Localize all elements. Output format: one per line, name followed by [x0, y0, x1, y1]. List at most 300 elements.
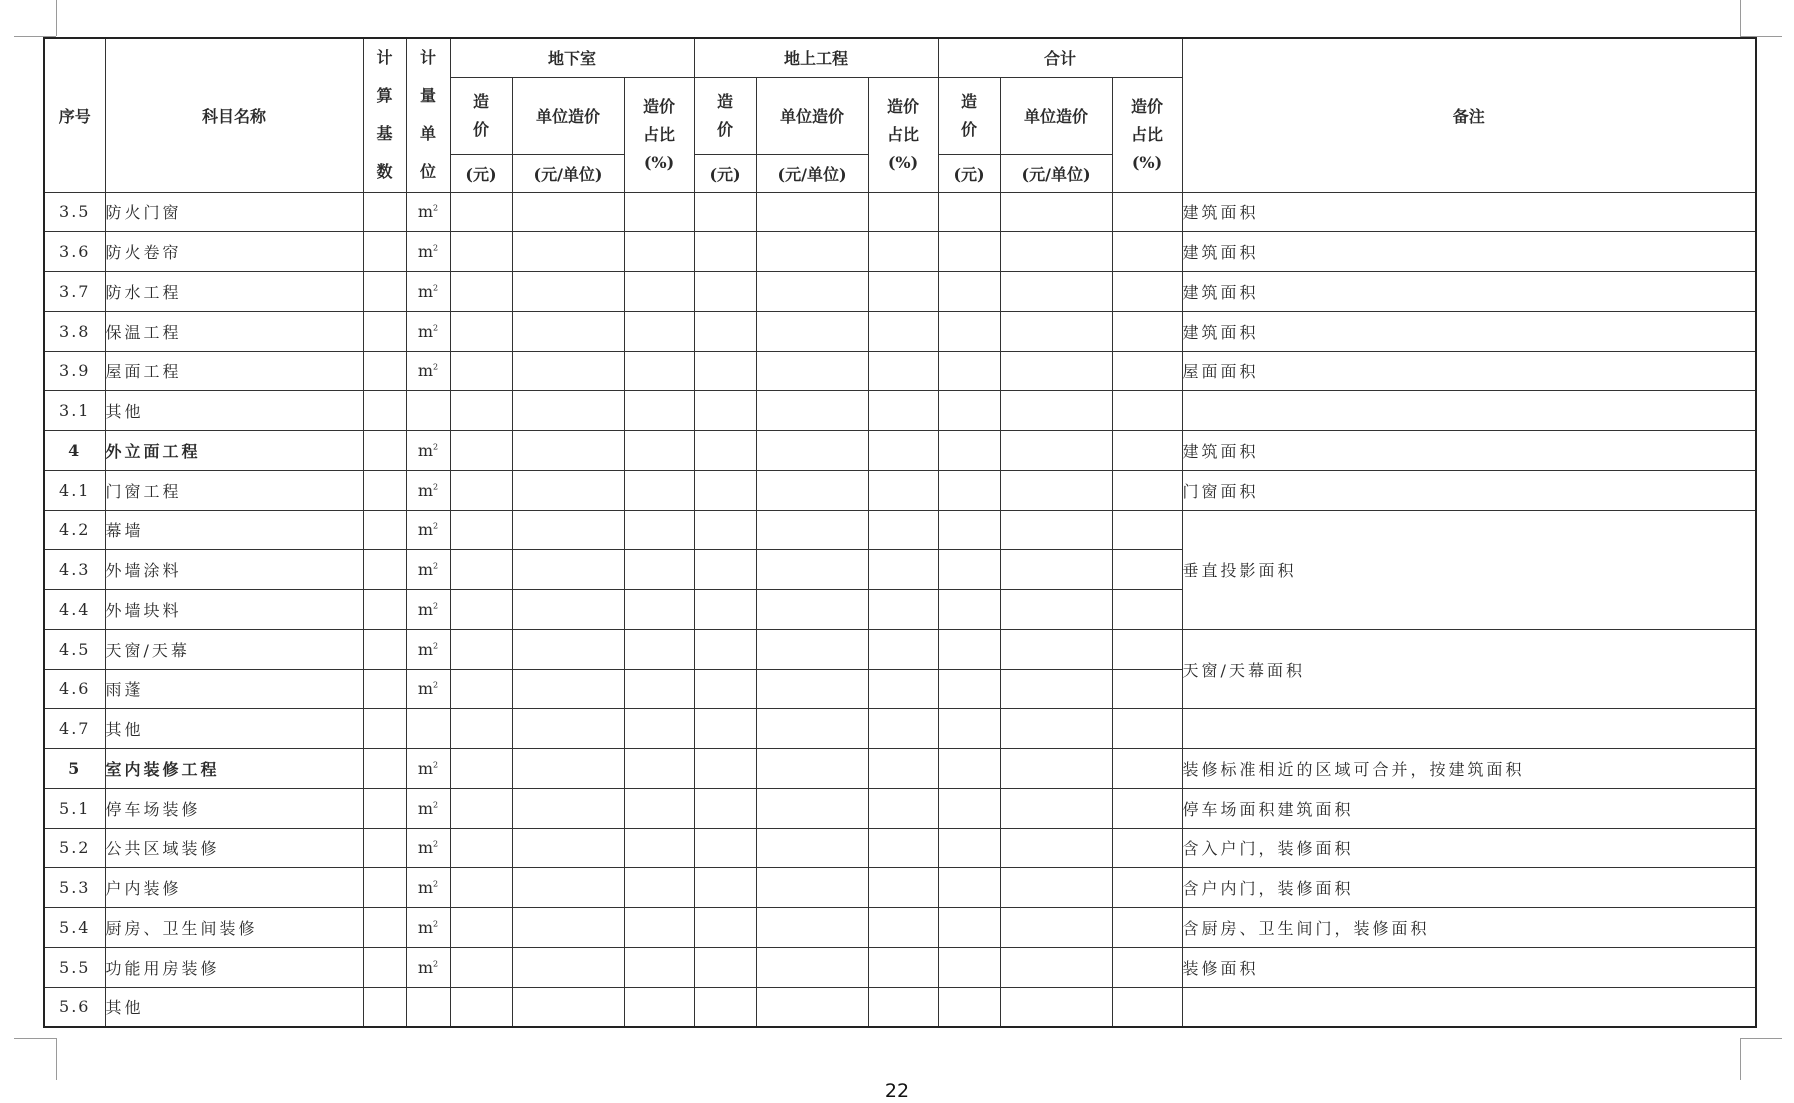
value-cell [624, 947, 694, 987]
calc-base-cell [363, 550, 406, 590]
value-cell [512, 311, 624, 351]
table-row [44, 272, 1756, 312]
value-cell [512, 908, 624, 948]
value-cell [938, 232, 1000, 272]
value-cell [1112, 232, 1182, 272]
row-item-name: 天窗/天幕 [105, 629, 363, 669]
calc-base-cell [363, 470, 406, 510]
value-cell [624, 192, 694, 232]
row-remark: 建筑面积 [1182, 232, 1756, 272]
value-cell [756, 908, 868, 948]
value-cell [450, 550, 512, 590]
row-number: 4.7 [44, 709, 105, 749]
table-row [44, 391, 1756, 431]
header-measure-unit: 计 量 单 位 [406, 38, 450, 192]
value-cell [1112, 947, 1182, 987]
row-number: 5.1 [44, 788, 105, 828]
calc-base-cell [363, 947, 406, 987]
value-cell [1000, 868, 1112, 908]
value-cell [1000, 669, 1112, 709]
table-row [44, 947, 1756, 987]
row-remark [1182, 391, 1756, 431]
calc-base-cell [363, 788, 406, 828]
value-cell [1000, 232, 1112, 272]
value-cell [624, 550, 694, 590]
value-cell [1000, 788, 1112, 828]
value-cell [938, 272, 1000, 312]
row-remark: 含户内门，装修面积 [1182, 868, 1756, 908]
table-row [44, 868, 1756, 908]
unit-cell: $m^2$ [406, 192, 450, 232]
value-cell [694, 550, 756, 590]
value-cell [938, 868, 1000, 908]
value-cell [938, 431, 1000, 471]
row-number: 3.9 [44, 351, 105, 391]
row-item-name: 外立面工程 [105, 431, 363, 471]
value-cell [1112, 311, 1182, 351]
calc-base-cell [363, 311, 406, 351]
row-remark: 屋面面积 [1182, 351, 1756, 391]
value-cell [1112, 550, 1182, 590]
value-cell [1112, 510, 1182, 550]
value-cell [1112, 828, 1182, 868]
value-cell [450, 868, 512, 908]
row-item-name: 防火卷帘 [105, 232, 363, 272]
value-cell [694, 351, 756, 391]
value-cell [868, 987, 938, 1027]
value-cell [450, 669, 512, 709]
value-cell [1112, 709, 1182, 749]
value-cell [1112, 669, 1182, 709]
unit-cell: $m^2$ [406, 947, 450, 987]
value-cell [512, 788, 624, 828]
value-cell [1112, 987, 1182, 1027]
table-row [44, 709, 1756, 749]
row-number: 4.4 [44, 590, 105, 630]
value-cell [938, 669, 1000, 709]
unit-cell: $m^2$ [406, 351, 450, 391]
unit-cell: $m^2$ [406, 828, 450, 868]
value-cell [694, 987, 756, 1027]
value-cell [512, 550, 624, 590]
value-cell [512, 590, 624, 630]
row-item-name: 外墙涂料 [105, 550, 363, 590]
value-cell [450, 908, 512, 948]
value-cell [868, 510, 938, 550]
value-cell [938, 590, 1000, 630]
value-cell [624, 590, 694, 630]
value-cell [624, 510, 694, 550]
row-remark: 含入户门，装修面积 [1182, 828, 1756, 868]
value-cell [868, 590, 938, 630]
calc-base-cell [363, 590, 406, 630]
header-cost-unit: (元) [938, 154, 1000, 192]
value-cell [868, 828, 938, 868]
value-cell [756, 788, 868, 828]
row-item-name: 厨房、卫生间装修 [105, 908, 363, 948]
value-cell [1000, 828, 1112, 868]
row-item-name: 功能用房装修 [105, 947, 363, 987]
header-above-ground: 地上工程 [694, 38, 938, 77]
value-cell [694, 709, 756, 749]
value-cell [450, 391, 512, 431]
value-cell [450, 431, 512, 471]
value-cell [1000, 311, 1112, 351]
value-cell [1000, 550, 1112, 590]
row-number: 4.3 [44, 550, 105, 590]
row-remark: 装修面积 [1182, 947, 1756, 987]
row-item-name: 外墙块料 [105, 590, 363, 630]
value-cell [756, 550, 868, 590]
value-cell [1000, 272, 1112, 312]
value-cell [1112, 192, 1182, 232]
row-number: 4.5 [44, 629, 105, 669]
header-cost-ratio: 造价 占比 (%) [1112, 77, 1182, 192]
header-basement: 地下室 [450, 38, 694, 77]
value-cell [694, 470, 756, 510]
table-row [44, 311, 1756, 351]
header-cost-unit: (元) [694, 154, 756, 192]
value-cell [868, 709, 938, 749]
crop-mark [1740, 1038, 1782, 1039]
value-cell [512, 192, 624, 232]
value-cell [694, 629, 756, 669]
value-cell [1000, 470, 1112, 510]
page-number: 22 [884, 1080, 910, 1102]
row-item-name: 其他 [105, 709, 363, 749]
value-cell [756, 868, 868, 908]
calc-base-cell [363, 192, 406, 232]
value-cell [694, 391, 756, 431]
value-cell [694, 749, 756, 789]
value-cell [450, 470, 512, 510]
row-item-name: 户内装修 [105, 868, 363, 908]
value-cell [512, 868, 624, 908]
value-cell [756, 709, 868, 749]
value-cell [756, 987, 868, 1027]
value-cell [512, 391, 624, 431]
row-remark: 建筑面积 [1182, 431, 1756, 471]
row-item-name: 其他 [105, 987, 363, 1027]
value-cell [624, 709, 694, 749]
value-cell [694, 232, 756, 272]
row-number: 3.8 [44, 311, 105, 351]
calc-base-cell [363, 709, 406, 749]
calc-base-cell [363, 669, 406, 709]
header-cost-unit: (元) [450, 154, 512, 192]
value-cell [694, 788, 756, 828]
value-cell [1000, 749, 1112, 789]
header-remark: 备注 [1182, 38, 1756, 192]
calc-base-cell [363, 629, 406, 669]
value-cell [512, 510, 624, 550]
value-cell [624, 987, 694, 1027]
value-cell [938, 987, 1000, 1027]
header-calc-base: 计 算 基 数 [363, 38, 406, 192]
value-cell [450, 590, 512, 630]
unit-cell [406, 709, 450, 749]
row-number: 4.6 [44, 669, 105, 709]
value-cell [624, 669, 694, 709]
unit-cell: $m^2$ [406, 749, 450, 789]
value-cell [450, 987, 512, 1027]
value-cell [868, 470, 938, 510]
value-cell [756, 669, 868, 709]
table-row [44, 351, 1756, 391]
value-cell [938, 709, 1000, 749]
crop-mark [56, 0, 57, 36]
value-cell [450, 192, 512, 232]
value-cell [1000, 709, 1112, 749]
row-remark: 天窗/天幕面积 [1182, 629, 1756, 709]
header-cost-ratio: 造价 占比 (%) [868, 77, 938, 192]
row-remark [1182, 987, 1756, 1027]
value-cell [1000, 987, 1112, 1027]
unit-cell: $m^2$ [406, 669, 450, 709]
row-number: 4.2 [44, 510, 105, 550]
value-cell [624, 908, 694, 948]
value-cell [512, 232, 624, 272]
value-cell [694, 311, 756, 351]
value-cell [694, 192, 756, 232]
value-cell [1112, 391, 1182, 431]
header-unit-cost: 单位造价 [1000, 77, 1112, 154]
calc-base-cell [363, 828, 406, 868]
value-cell [450, 272, 512, 312]
value-cell [450, 947, 512, 987]
table-row [44, 749, 1756, 789]
value-cell [450, 709, 512, 749]
value-cell [868, 232, 938, 272]
value-cell [938, 788, 1000, 828]
row-number: 3.7 [44, 272, 105, 312]
value-cell [450, 629, 512, 669]
unit-cell: $m^2$ [406, 908, 450, 948]
value-cell [756, 629, 868, 669]
value-cell [756, 192, 868, 232]
value-cell [512, 629, 624, 669]
value-cell [868, 272, 938, 312]
unit-cell: $m^2$ [406, 311, 450, 351]
value-cell [868, 351, 938, 391]
row-item-name: 门窗工程 [105, 470, 363, 510]
value-cell [938, 351, 1000, 391]
value-cell [450, 828, 512, 868]
row-item-name: 幕墙 [105, 510, 363, 550]
value-cell [624, 431, 694, 471]
value-cell [694, 590, 756, 630]
value-cell [868, 947, 938, 987]
calc-base-cell [363, 431, 406, 471]
row-item-name: 停车场装修 [105, 788, 363, 828]
value-cell [938, 947, 1000, 987]
value-cell [1000, 431, 1112, 471]
unit-cell: $m^2$ [406, 232, 450, 272]
value-cell [756, 947, 868, 987]
value-cell [1000, 391, 1112, 431]
value-cell [756, 510, 868, 550]
value-cell [694, 272, 756, 312]
table-row [44, 510, 1756, 550]
calc-base-cell [363, 749, 406, 789]
value-cell [1112, 431, 1182, 471]
value-cell [1000, 510, 1112, 550]
header-cost-ratio: 造价 占比 (%) [624, 77, 694, 192]
value-cell [450, 749, 512, 789]
unit-cell: $m^2$ [406, 510, 450, 550]
value-cell [756, 272, 868, 312]
value-cell [1112, 590, 1182, 630]
value-cell [938, 749, 1000, 789]
value-cell [1000, 908, 1112, 948]
table-row [44, 232, 1756, 272]
row-number: 5 [44, 749, 105, 789]
row-remark: 门窗面积 [1182, 470, 1756, 510]
row-number: 4.1 [44, 470, 105, 510]
value-cell [756, 351, 868, 391]
table-row [44, 987, 1756, 1027]
value-cell [756, 391, 868, 431]
unit-cell: $m^2$ [406, 590, 450, 630]
header-cost: 造 价 [694, 77, 756, 154]
unit-cell: $m^2$ [406, 868, 450, 908]
value-cell [868, 391, 938, 431]
value-cell [694, 431, 756, 471]
value-cell [694, 868, 756, 908]
value-cell [694, 947, 756, 987]
value-cell [450, 232, 512, 272]
calc-base-cell [363, 391, 406, 431]
value-cell [938, 510, 1000, 550]
row-remark: 建筑面积 [1182, 272, 1756, 312]
table-row [44, 431, 1756, 471]
crop-mark [1740, 1038, 1741, 1080]
value-cell [1112, 470, 1182, 510]
crop-mark [56, 1038, 57, 1080]
row-remark: 装修标准相近的区域可合并，按建筑面积 [1182, 749, 1756, 789]
calc-base-cell [363, 908, 406, 948]
value-cell [512, 431, 624, 471]
value-cell [938, 629, 1000, 669]
header-cost: 造 价 [450, 77, 512, 154]
value-cell [1112, 272, 1182, 312]
value-cell [868, 192, 938, 232]
table-row [44, 828, 1756, 868]
row-item-name: 室内装修工程 [105, 749, 363, 789]
value-cell [868, 550, 938, 590]
calc-base-cell [363, 510, 406, 550]
header-seq: 序号 [44, 38, 105, 192]
value-cell [624, 232, 694, 272]
value-cell [938, 908, 1000, 948]
unit-cell [406, 987, 450, 1027]
value-cell [756, 590, 868, 630]
value-cell [1000, 947, 1112, 987]
value-cell [756, 749, 868, 789]
row-number: 5.3 [44, 868, 105, 908]
row-number: 3.6 [44, 232, 105, 272]
value-cell [512, 987, 624, 1027]
value-cell [1000, 629, 1112, 669]
unit-cell: $m^2$ [406, 272, 450, 312]
value-cell [938, 828, 1000, 868]
cost-table [43, 37, 1757, 1028]
row-remark: 建筑面积 [1182, 311, 1756, 351]
row-number: 3.1 [44, 391, 105, 431]
row-item-name: 防水工程 [105, 272, 363, 312]
calc-base-cell [363, 232, 406, 272]
row-number: 5.6 [44, 987, 105, 1027]
value-cell [512, 749, 624, 789]
value-cell [1000, 590, 1112, 630]
header-unit-cost: 单位造价 [512, 77, 624, 154]
header-cost: 造 价 [938, 77, 1000, 154]
value-cell [868, 629, 938, 669]
value-cell [624, 351, 694, 391]
row-number: 3.5 [44, 192, 105, 232]
calc-base-cell [363, 987, 406, 1027]
row-item-name: 保温工程 [105, 311, 363, 351]
value-cell [868, 669, 938, 709]
value-cell [868, 788, 938, 828]
value-cell [512, 709, 624, 749]
row-item-name: 防火门窗 [105, 192, 363, 232]
value-cell [756, 828, 868, 868]
value-cell [624, 470, 694, 510]
value-cell [512, 947, 624, 987]
value-cell [756, 470, 868, 510]
value-cell [694, 908, 756, 948]
table-row [44, 788, 1756, 828]
value-cell [1112, 749, 1182, 789]
value-cell [868, 908, 938, 948]
unit-cell: $m^2$ [406, 550, 450, 590]
value-cell [756, 431, 868, 471]
value-cell [512, 669, 624, 709]
header-unit-cost: 单位造价 [756, 77, 868, 154]
calc-base-cell [363, 272, 406, 312]
value-cell [624, 629, 694, 669]
value-cell [938, 550, 1000, 590]
value-cell [938, 192, 1000, 232]
table-row [44, 470, 1756, 510]
value-cell [868, 749, 938, 789]
value-cell [868, 311, 938, 351]
value-cell [868, 868, 938, 908]
unit-cell: $m^2$ [406, 629, 450, 669]
row-remark: 建筑面积 [1182, 192, 1756, 232]
crop-mark [1740, 0, 1741, 36]
value-cell [1000, 351, 1112, 391]
value-cell [624, 828, 694, 868]
row-remark: 垂直投影面积 [1182, 510, 1756, 629]
value-cell [756, 232, 868, 272]
header-row-groups [44, 38, 1756, 77]
value-cell [450, 311, 512, 351]
header-item-name: 科目名称 [105, 38, 363, 192]
value-cell [450, 351, 512, 391]
value-cell [694, 510, 756, 550]
unit-cell: $m^2$ [406, 788, 450, 828]
value-cell [450, 788, 512, 828]
value-cell [694, 828, 756, 868]
value-cell [1112, 868, 1182, 908]
value-cell [938, 470, 1000, 510]
value-cell [938, 311, 1000, 351]
row-number: 5.5 [44, 947, 105, 987]
value-cell [1112, 629, 1182, 669]
row-number: 5.4 [44, 908, 105, 948]
